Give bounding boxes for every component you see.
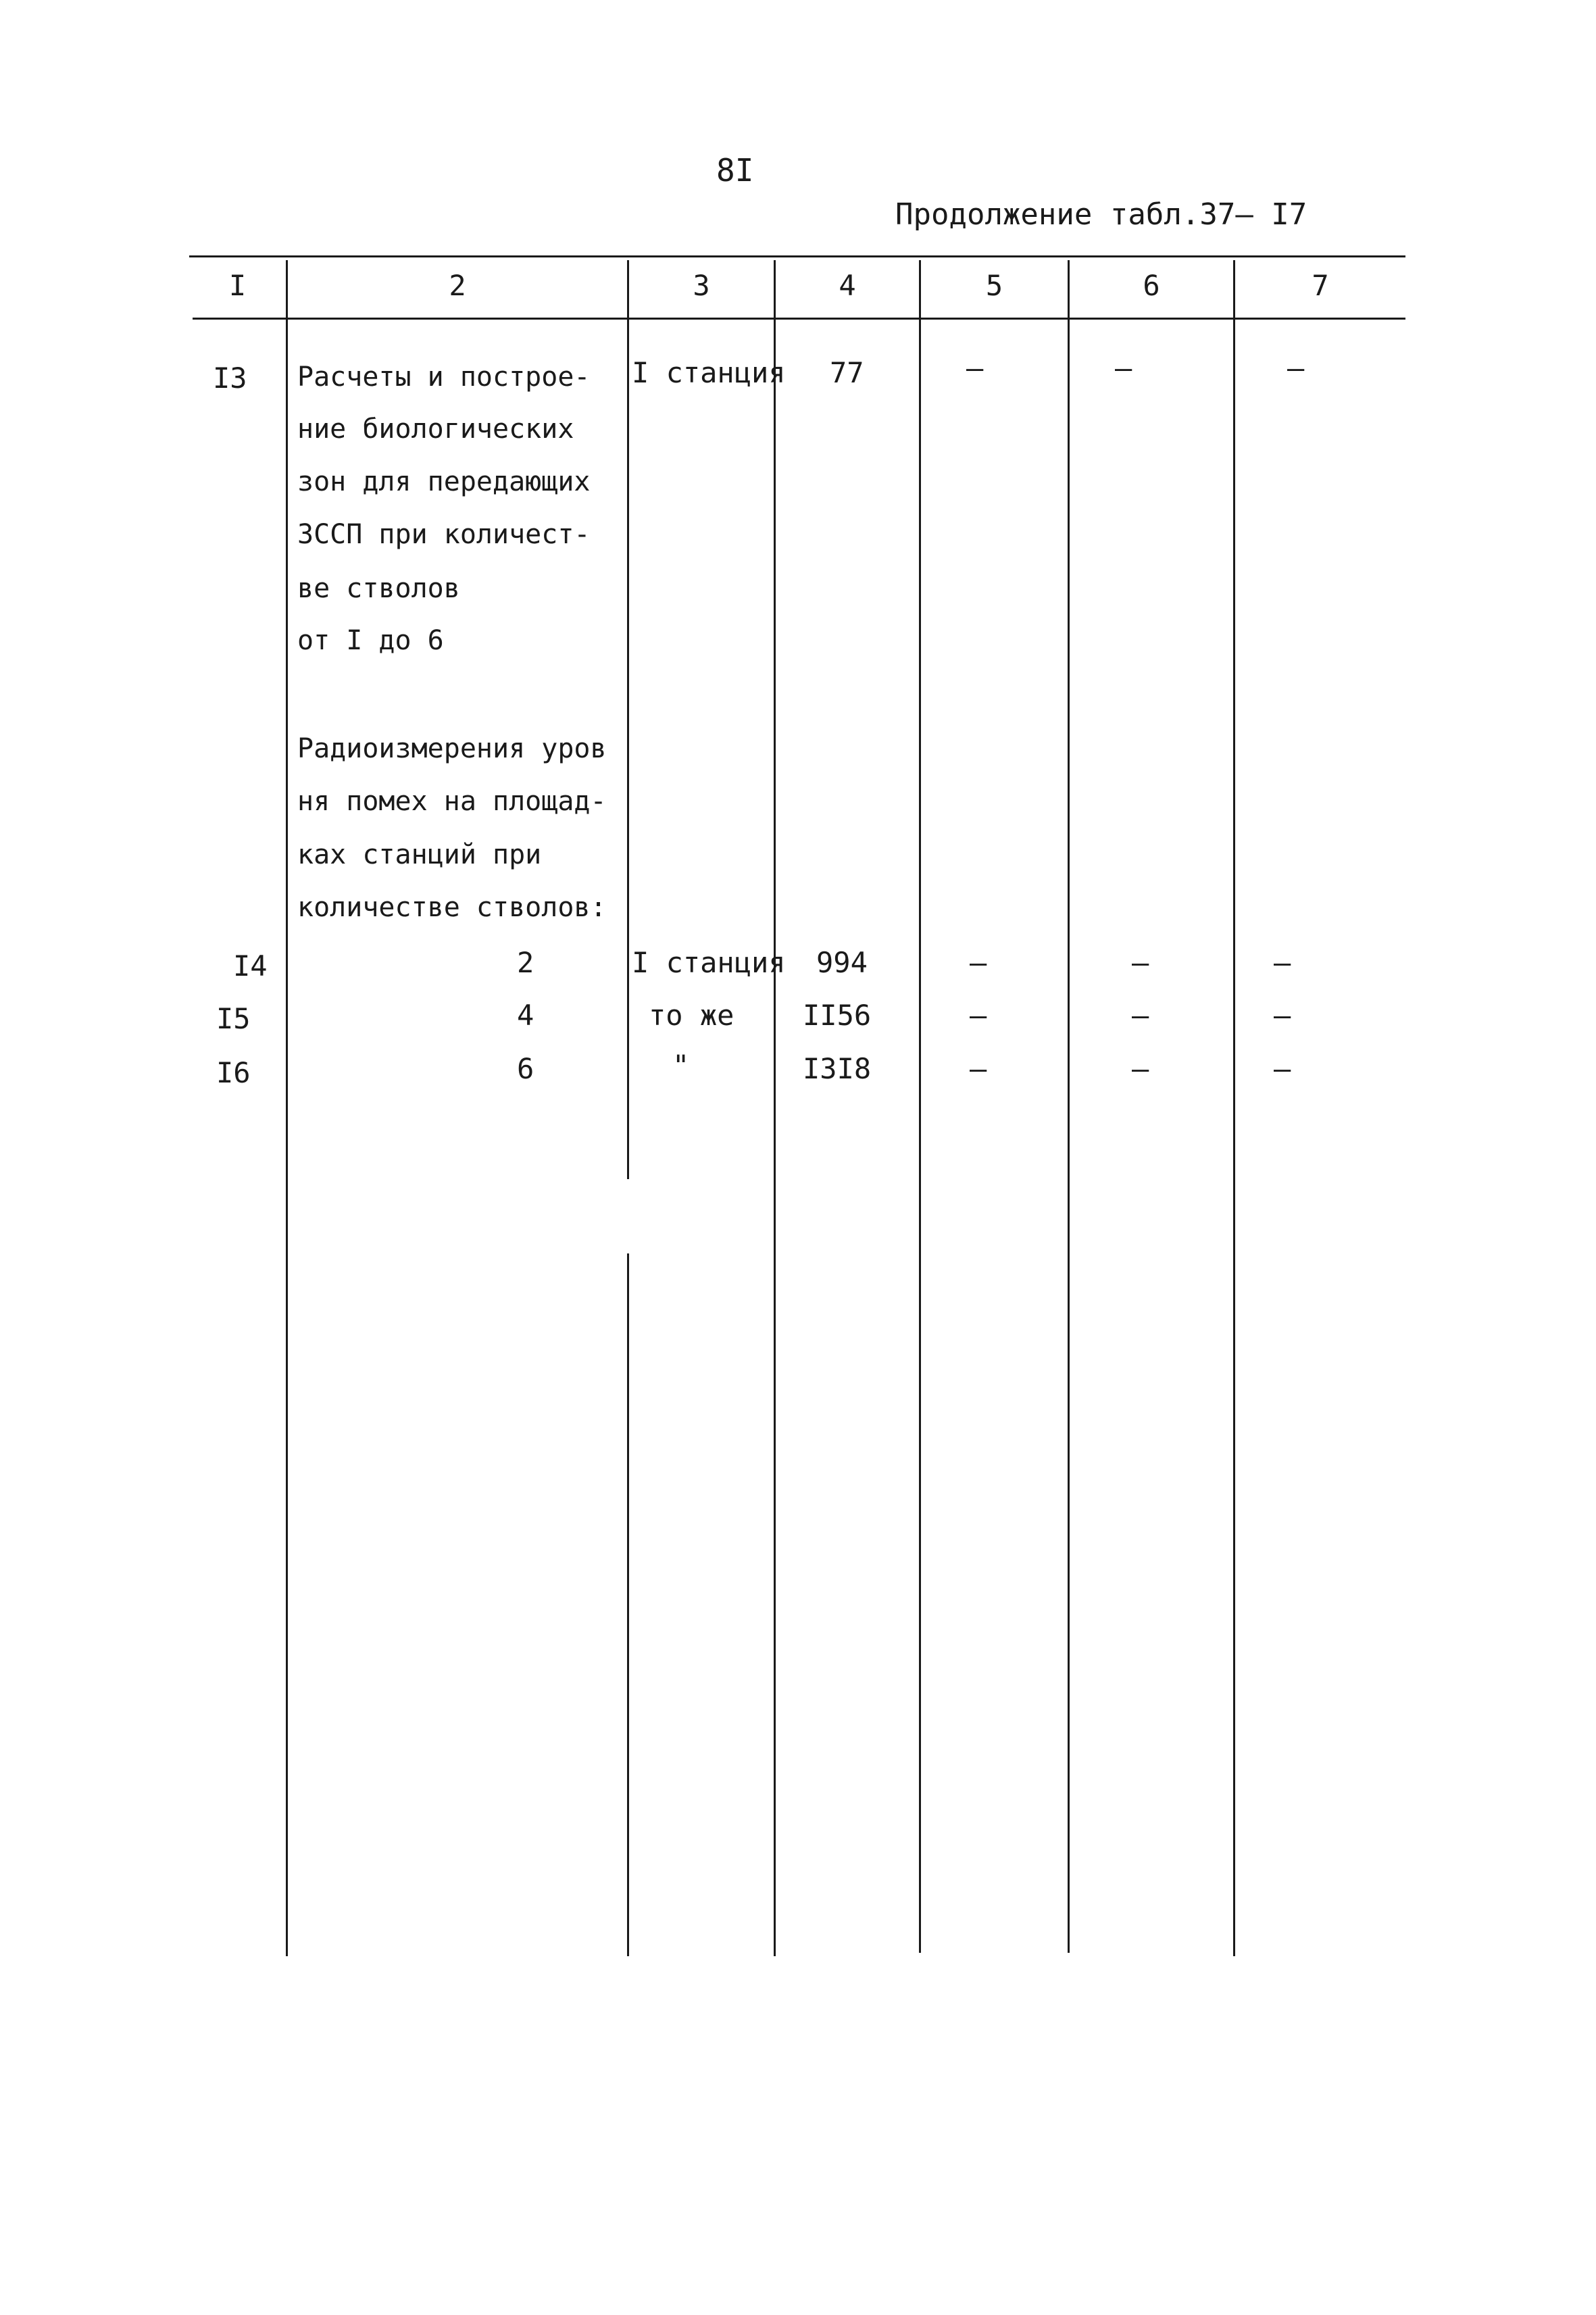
channel-count: 6 — [517, 1052, 534, 1085]
unit-cell: " — [672, 1049, 690, 1082]
dash-cell: – — [970, 946, 987, 979]
value-cell: 994 — [816, 946, 868, 979]
row-number: I5 — [216, 1002, 251, 1035]
row-number: I3 — [213, 362, 247, 395]
row-number: I6 — [216, 1056, 251, 1089]
header-col-3: 3 — [693, 269, 710, 302]
column-divider-5 — [1068, 260, 1070, 1953]
value-cell: I3I8 — [803, 1052, 872, 1085]
column-divider-6 — [1233, 260, 1235, 1956]
dash-cell: – — [1287, 351, 1305, 384]
header-top-rule — [189, 255, 1405, 257]
description-line: Расчеты и построе- — [297, 362, 591, 393]
dash-cell: – — [1132, 946, 1149, 979]
dash-cell: – — [970, 1052, 987, 1085]
continuation-title: Продолжение табл.37– I7 — [895, 197, 1307, 232]
dash-cell: – — [1132, 999, 1149, 1032]
dash-cell: – — [966, 351, 984, 384]
column-divider-4 — [919, 260, 921, 1953]
channel-count: 4 — [517, 999, 534, 1032]
header-col-4: 4 — [839, 269, 856, 302]
unit-cell: I станция — [632, 946, 786, 979]
header-col-2: 2 — [449, 269, 466, 302]
description-line: ЗССП при количест- — [297, 519, 591, 550]
dash-cell: – — [1274, 1052, 1291, 1085]
column-divider-1 — [286, 260, 288, 1956]
group-heading-line: ня помех на площад- — [297, 786, 607, 817]
dash-cell: – — [1274, 999, 1291, 1032]
header-col-6: 6 — [1143, 269, 1160, 302]
description-line: зон для передающих — [297, 466, 591, 497]
dash-cell: – — [970, 999, 987, 1032]
group-heading-line: ках станций при — [297, 839, 542, 870]
unit-cell: то же — [649, 999, 734, 1032]
column-divider-2 — [627, 260, 629, 1179]
dash-cell: – — [1274, 946, 1291, 979]
description-line: ве стволов — [297, 573, 460, 604]
row-number: I4 — [233, 949, 268, 982]
header-col-5: 5 — [985, 269, 1003, 302]
channel-count: 2 — [517, 946, 534, 979]
value-cell: 77 — [830, 356, 864, 389]
value-cell: II56 — [803, 999, 872, 1032]
page-number: 8I — [716, 152, 754, 189]
column-divider-2b — [627, 1253, 629, 1956]
group-heading-line: количестве стволов: — [297, 892, 607, 923]
dash-cell: – — [1115, 351, 1132, 384]
unit-cell: I станция — [632, 356, 786, 389]
group-heading-line: Радиоизмерения уров — [297, 733, 607, 764]
column-divider-3 — [774, 260, 776, 1956]
description-line: от I до 6 — [297, 625, 444, 656]
header-col-1: I — [228, 269, 247, 302]
description-line: ние биологических — [297, 414, 574, 445]
header-bottom-rule — [193, 318, 1405, 320]
header-col-7: 7 — [1312, 269, 1329, 302]
dash-cell: – — [1132, 1052, 1149, 1085]
